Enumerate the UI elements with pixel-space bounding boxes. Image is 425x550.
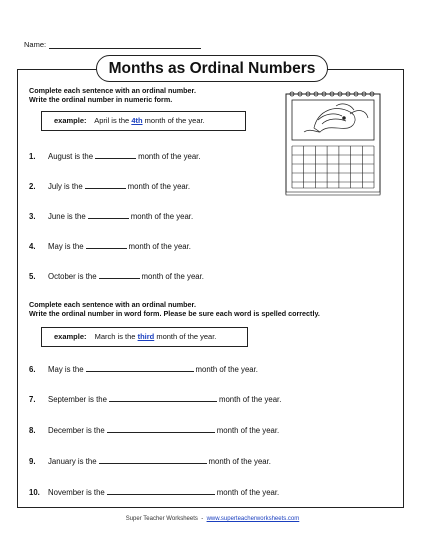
question-8: [29, 424, 279, 435]
question-10: [29, 486, 279, 497]
example-answer: third: [137, 332, 155, 341]
question-text-before: August is the: [48, 152, 94, 161]
answer-blank[interactable]: [95, 150, 136, 159]
question-5: [29, 270, 204, 281]
question-number: 2.: [29, 182, 36, 191]
question-text-after: month of the year.: [141, 272, 204, 281]
section1-instruction-line1: Complete each sentence with an ordinal number.: [29, 86, 196, 95]
answer-blank[interactable]: [86, 363, 194, 372]
question-1: [29, 150, 201, 161]
question-3: [29, 210, 193, 221]
question-text-before: November is the: [48, 488, 105, 497]
question-9: [29, 455, 271, 466]
question-number: 9.: [29, 457, 36, 466]
question-text-before: May is the: [48, 242, 84, 251]
question-text-after: month of the year.: [128, 242, 191, 251]
answer-blank[interactable]: [99, 270, 140, 279]
answer-blank[interactable]: [107, 486, 215, 495]
example-label: example:: [54, 116, 87, 125]
question-number: 7.: [29, 395, 36, 404]
example-before: April is the: [94, 116, 130, 125]
question-text-after: month of the year.: [216, 426, 280, 435]
section2-instruction-line2: Write the ordinal number in word form. Please be sure each word is spelled correctly.: [29, 309, 320, 318]
answer-blank[interactable]: [107, 424, 215, 433]
question-2: [29, 180, 190, 191]
question-text-after: month of the year.: [216, 488, 280, 497]
question-number: 6.: [29, 365, 36, 374]
example-label: example:: [54, 332, 87, 341]
section1-example-box: [41, 111, 246, 131]
page-title: Months as Ordinal Numbers: [96, 55, 328, 82]
question-text-after: month of the year.: [195, 365, 258, 374]
question-text-before: September is the: [48, 395, 107, 404]
question-number: 10.: [29, 488, 40, 497]
footer-link[interactable]: www.superteacherworksheets.com: [206, 516, 300, 522]
calendar-icon: [284, 88, 382, 198]
question-number: 5.: [29, 272, 36, 281]
question-number: 8.: [29, 426, 36, 435]
example-after: month of the year.: [156, 332, 217, 341]
example-answer: 4th: [131, 116, 143, 125]
answer-blank[interactable]: [109, 393, 217, 402]
name-line[interactable]: [49, 40, 201, 49]
question-text-after: month of the year.: [208, 457, 271, 466]
question-4: [29, 240, 191, 251]
name-field: [24, 40, 201, 49]
question-text-after: month of the year.: [127, 182, 191, 191]
question-6: [29, 363, 258, 374]
example-after: month of the year.: [144, 116, 205, 125]
question-number: 4.: [29, 242, 36, 251]
section1-instructions: [29, 86, 196, 104]
answer-blank[interactable]: [85, 180, 126, 189]
section2-instruction-line1: Complete each sentence with an ordinal number.: [29, 300, 196, 309]
footer-separator: -: [201, 516, 204, 522]
footer-brand: Super Teacher Worksheets: [125, 516, 198, 522]
example-before: March is the: [94, 332, 136, 341]
question-text-after: month of the year.: [138, 152, 201, 161]
question-number: 3.: [29, 212, 36, 221]
answer-blank[interactable]: [99, 455, 207, 464]
section1-instruction-line2: Write the ordinal number in numeric form.: [29, 95, 173, 104]
name-label: Name:: [24, 40, 47, 49]
question-text-before: December is the: [48, 426, 105, 435]
question-text-before: May is the: [48, 365, 84, 374]
answer-blank[interactable]: [88, 210, 129, 219]
question-number: 1.: [29, 152, 36, 161]
question-text-before: July is the: [48, 182, 83, 191]
section2-instructions: [29, 300, 320, 318]
question-text-before: January is the: [48, 457, 97, 466]
footer: [0, 516, 425, 522]
answer-blank[interactable]: [86, 240, 127, 249]
question-7: [29, 393, 281, 404]
question-text-before: June is the: [48, 212, 86, 221]
question-text-before: October is the: [48, 272, 97, 281]
question-text-after: month of the year.: [218, 395, 282, 404]
question-text-after: month of the year.: [130, 212, 194, 221]
section2-example-box: [41, 327, 248, 347]
